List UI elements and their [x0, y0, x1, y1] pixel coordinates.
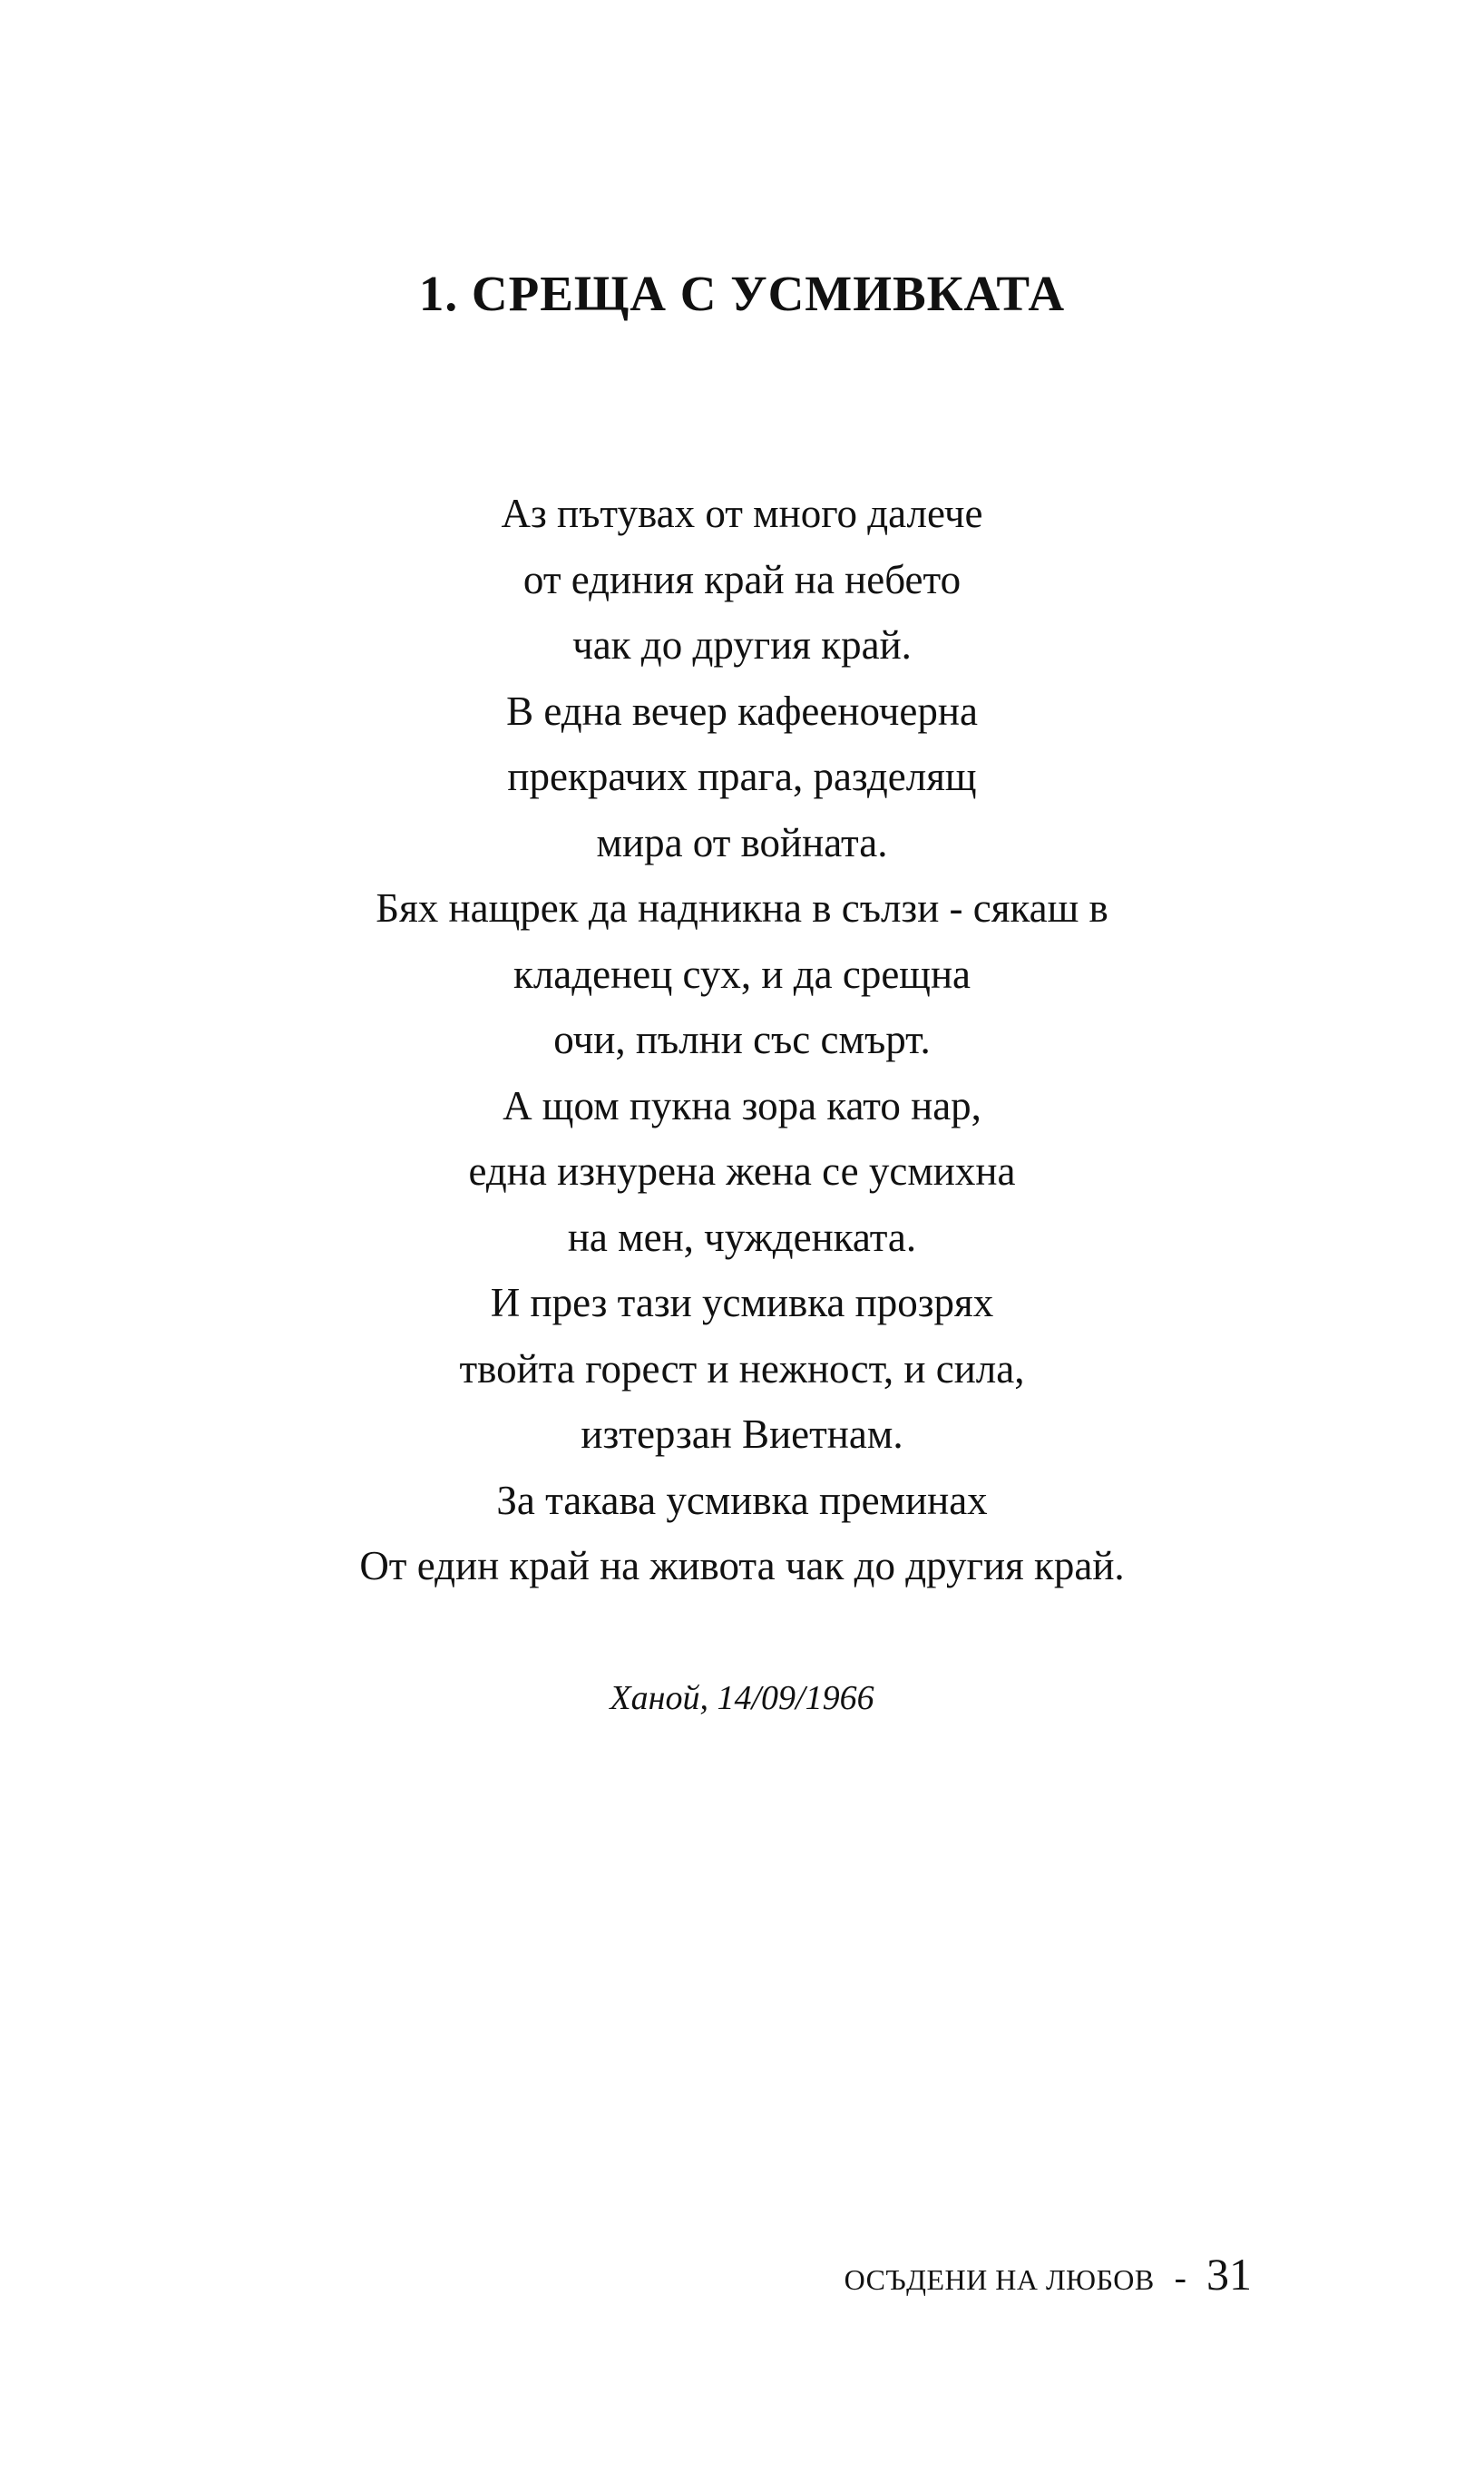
poem-line: мира от войната.	[596, 819, 888, 865]
footer-separator: -	[1174, 2257, 1186, 2298]
place-date-signature: Ханой, 14/09/1966	[610, 1679, 874, 1717]
poem-line: чак до другия край.	[572, 622, 912, 668]
poem-line: на мен, чужденката.	[567, 1214, 917, 1260]
footer-book-title: ОСЪДЕНИ НА ЛЮБОВ	[844, 2263, 1155, 2296]
page-number: 31	[1206, 2249, 1252, 2300]
poem-line: прекрачих прага, разделящ	[507, 754, 977, 799]
poem-line: И през тази усмивка прозрях	[490, 1280, 994, 1325]
poem-line: от единия край на небето	[522, 556, 962, 602]
poem-line: кладенец сух, и да срещна	[513, 951, 971, 997]
poem-line: В една вечер кафееночерна	[506, 688, 978, 734]
page-footer	[780, 2248, 1252, 2302]
poem-line: Аз пътувах от много далече	[501, 491, 983, 536]
poem-line: една изнурена жена се усмихна	[468, 1148, 1016, 1194]
poem-body	[0, 481, 1484, 1599]
poem-line: очи, пълни със смърт.	[553, 1017, 931, 1062]
poem-title: 1. СРЕЩА С УСМИВКАТА	[418, 266, 1066, 321]
poem-line: твойта горест и нежност, и сила,	[459, 1345, 1025, 1392]
poem-line: изтерзан Виетнам.	[581, 1411, 903, 1457]
poem-line: От един край на живота чак до другия край.	[359, 1543, 1125, 1588]
poem-line: За такава усмивка преминах	[496, 1477, 988, 1523]
poem-line: А щом пукна зора като нар,	[503, 1082, 981, 1128]
poem-line: Бях нащрек да надникна в сълзи - сякаш в	[376, 885, 1108, 931]
